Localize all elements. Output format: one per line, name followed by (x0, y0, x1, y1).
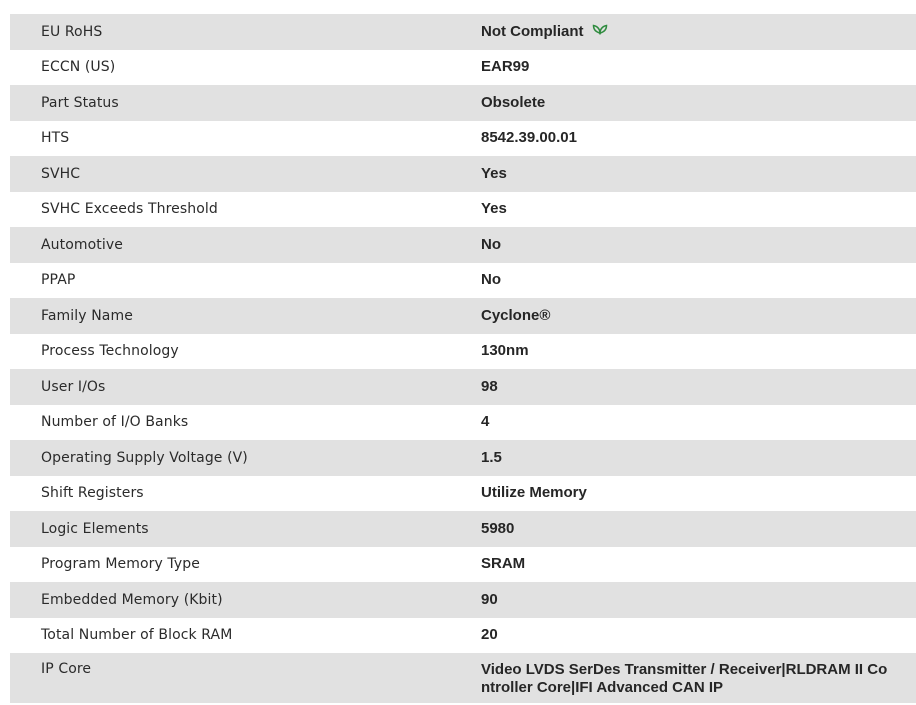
spec-row-process-technology (10, 334, 916, 370)
spec-label: Part Status (41, 94, 119, 111)
spec-row-family-name (10, 298, 916, 334)
spec-row-part-status (10, 85, 916, 121)
spec-label: Shift Registers (41, 485, 144, 502)
spec-row-program-memory (10, 547, 916, 583)
spec-row-embedded-memory (10, 582, 916, 618)
spec-value-cell (450, 23, 916, 41)
spec-row-eu-rohs (10, 14, 916, 50)
spec-label: HTS (41, 130, 70, 147)
spec-label: PPAP (41, 272, 76, 289)
spec-row-block-ram (10, 618, 916, 654)
spec-label: Process Technology (41, 343, 179, 360)
spec-value: EAR99 (481, 58, 530, 76)
spec-label: SVHC Exceeds Threshold (41, 201, 218, 218)
spec-value: Obsolete (481, 93, 546, 111)
spec-value: Video LVDS SerDes Transmitter / Receiver|RLDRAM II Controller Core|IFI Advanced CAN IP (481, 661, 888, 696)
spec-value: SRAM (481, 555, 526, 573)
spec-value: 5980 (481, 519, 515, 537)
spec-row-io-banks (10, 405, 916, 441)
spec-row-eccn (10, 50, 916, 86)
spec-value: 90 (481, 590, 498, 608)
spec-row-hts (10, 121, 916, 157)
spec-label: Embedded Memory (Kbit) (41, 591, 223, 608)
spec-row-supply-voltage (10, 440, 916, 476)
spec-row-svhc (10, 156, 916, 192)
spec-label: SVHC (41, 165, 81, 182)
spec-value: Utilize Memory (481, 484, 587, 502)
spec-value: 8542.39.00.01 (481, 129, 577, 147)
spec-value: 20 (481, 626, 498, 644)
leaf-icon (592, 21, 608, 40)
spec-value: Not Compliant (481, 22, 584, 40)
spec-label: Automotive (41, 236, 123, 253)
spec-row-shift-registers (10, 476, 916, 512)
spec-label: Number of I/O Banks (41, 414, 189, 431)
spec-label: Family Name (41, 307, 133, 324)
spec-label: ECCN (US) (41, 59, 116, 76)
spec-label: Logic Elements (41, 520, 149, 537)
spec-label: Operating Supply Voltage (V) (41, 449, 248, 466)
spec-value: 1.5 (481, 448, 502, 466)
spec-label: User I/Os (41, 378, 106, 395)
spec-label: Total Number of Block RAM (41, 627, 233, 644)
spec-value: Yes (481, 164, 507, 182)
spec-table (10, 14, 916, 703)
spec-label: Program Memory Type (41, 556, 200, 573)
spec-row-automotive (10, 227, 916, 263)
spec-value: Yes (481, 200, 507, 218)
spec-value: 4 (481, 413, 490, 431)
spec-row-ppap (10, 263, 916, 299)
spec-value: Cyclone® (481, 306, 551, 324)
spec-row-ip-core (10, 653, 916, 703)
spec-row-svhc-threshold (10, 192, 916, 228)
spec-value: 98 (481, 377, 498, 395)
spec-label: EU RoHS (41, 23, 103, 40)
spec-value: No (481, 235, 501, 253)
spec-label: IP Core (41, 661, 92, 677)
spec-value: No (481, 271, 501, 289)
spec-row-logic-elements (10, 511, 916, 547)
spec-value: 130nm (481, 342, 529, 360)
spec-row-user-ios (10, 369, 916, 405)
